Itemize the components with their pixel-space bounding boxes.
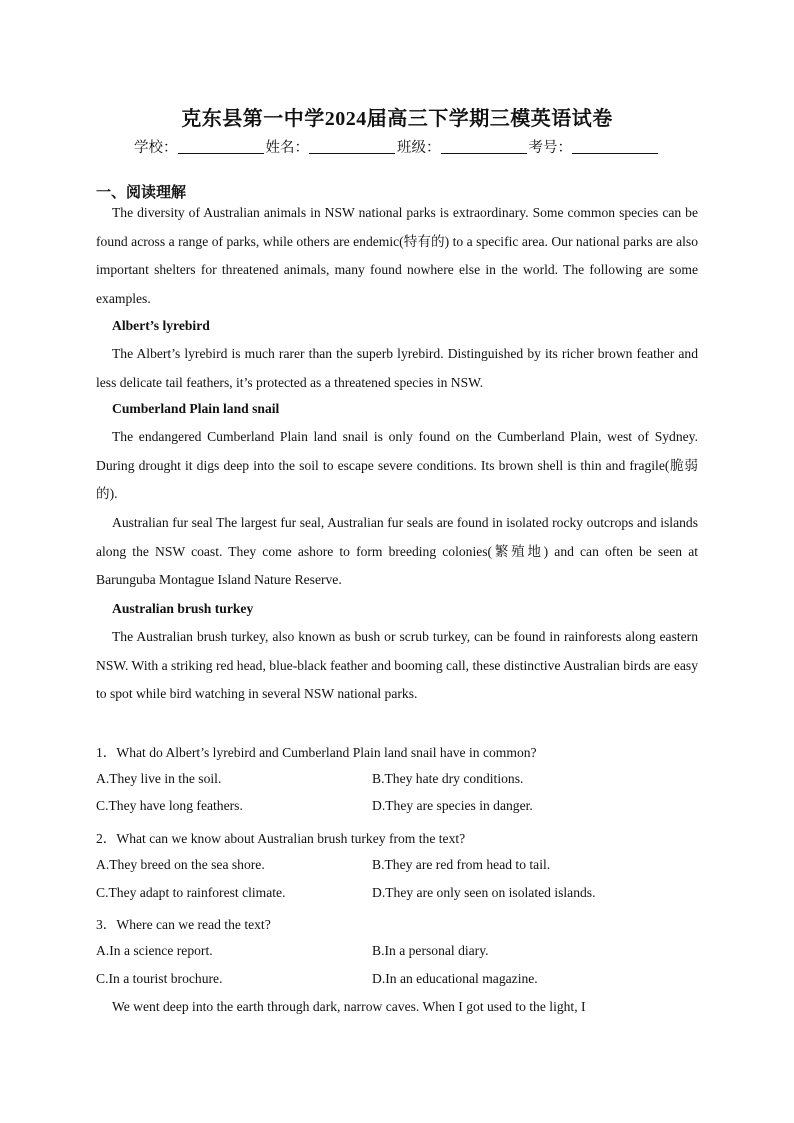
turkey-heading: Australian brush turkey (112, 601, 254, 616)
lyrebird-paragraph: The Albert’s lyrebird is much rarer than the superb lyrebird. Distinguished by its richer brown feather and less delicate tail feathers, it’s protected as a threatened species in NSW. (96, 346, 698, 390)
q3-option-b[interactable]: B.In a personal diary. (372, 943, 489, 958)
lyrebird-heading: Albert’s lyrebird (112, 318, 210, 333)
question-1: 1．What do Albert’s lyrebird and Cumberland Plain land snail have in common? (96, 745, 537, 760)
exam-page (96, 0, 698, 1123)
q1-option-c[interactable]: C.They have long feathers. (96, 798, 243, 813)
q1-option-a[interactable]: A.They live in the soil. (96, 771, 222, 786)
exam-number-label: 考号： (528, 140, 572, 156)
school-blank[interactable] (178, 139, 264, 154)
q2-option-b[interactable]: B.They are red from head to tail. (372, 857, 551, 872)
seal-paragraph: Australian fur seal The largest fur seal, Australian fur seals are found in isolated rocky outcrops and islands along the NSW coast. They come ashore to form breeding colonies(繁殖地) and can often be seen at Barunguba Montague Island Nature Reserve. (96, 515, 698, 587)
q1-option-d[interactable]: D.They are species in danger. (372, 798, 533, 813)
q3-option-c[interactable]: C.In a tourist brochure. (96, 971, 223, 986)
class-blank[interactable] (441, 139, 527, 154)
q3-option-d[interactable]: D.In an educational magazine. (372, 971, 538, 986)
name-blank[interactable] (309, 139, 395, 154)
student-info-line (96, 136, 698, 157)
next-passage-paragraph: We went deep into the earth through dark, narrow caves. When I got used to the light, I (112, 999, 586, 1014)
q1-option-b[interactable]: B.They hate dry conditions. (372, 771, 524, 786)
exam-title: 克东县第一中学2024届高三下学期三模英语试卷 (181, 108, 613, 130)
school-label: 学校： (134, 140, 178, 156)
question-2: 2．What can we know about Australian brush turkey from the text? (96, 831, 466, 846)
intro-paragraph: The diversity of Australian animals in NSW national parks is extraordinary. Some common species can be found across a range of parks, while others are endemic(特有的) to a specific area. Our national parks are also important shelters for threatened animals, many found nowhere else in the world. The following are some examples. (96, 205, 698, 306)
name-label: 姓名： (265, 140, 309, 156)
q3-option-a[interactable]: A.In a science report. (96, 943, 213, 958)
q2-option-d[interactable]: D.They are only seen on isolated islands. (372, 885, 596, 900)
snail-heading: Cumberland Plain land snail (112, 401, 280, 416)
question-3: 3．Where can we read the text? (96, 917, 271, 932)
turkey-paragraph: The Australian brush turkey, also known as bush or scrub turkey, can be found in rainforests along eastern NSW. With a striking red head, blue-black feather and booming call, these distinctive Australian birds are easy to spot while bird watching in several NSW national parks. (96, 629, 698, 701)
section-heading: 一、阅读理解 (96, 185, 187, 201)
snail-paragraph: The endangered Cumberland Plain land snail is only found on the Cumberland Plain, west of Sydney. During drought it digs deep into the soil to escape severe conditions. Its brown shell is thin and fragile(脆弱的). (96, 429, 698, 501)
class-label: 班级： (397, 140, 441, 156)
q2-option-c[interactable]: C.They adapt to rainforest climate. (96, 885, 286, 900)
q2-option-a[interactable]: A.They breed on the sea shore. (96, 857, 265, 872)
exam-number-blank[interactable] (572, 139, 658, 154)
